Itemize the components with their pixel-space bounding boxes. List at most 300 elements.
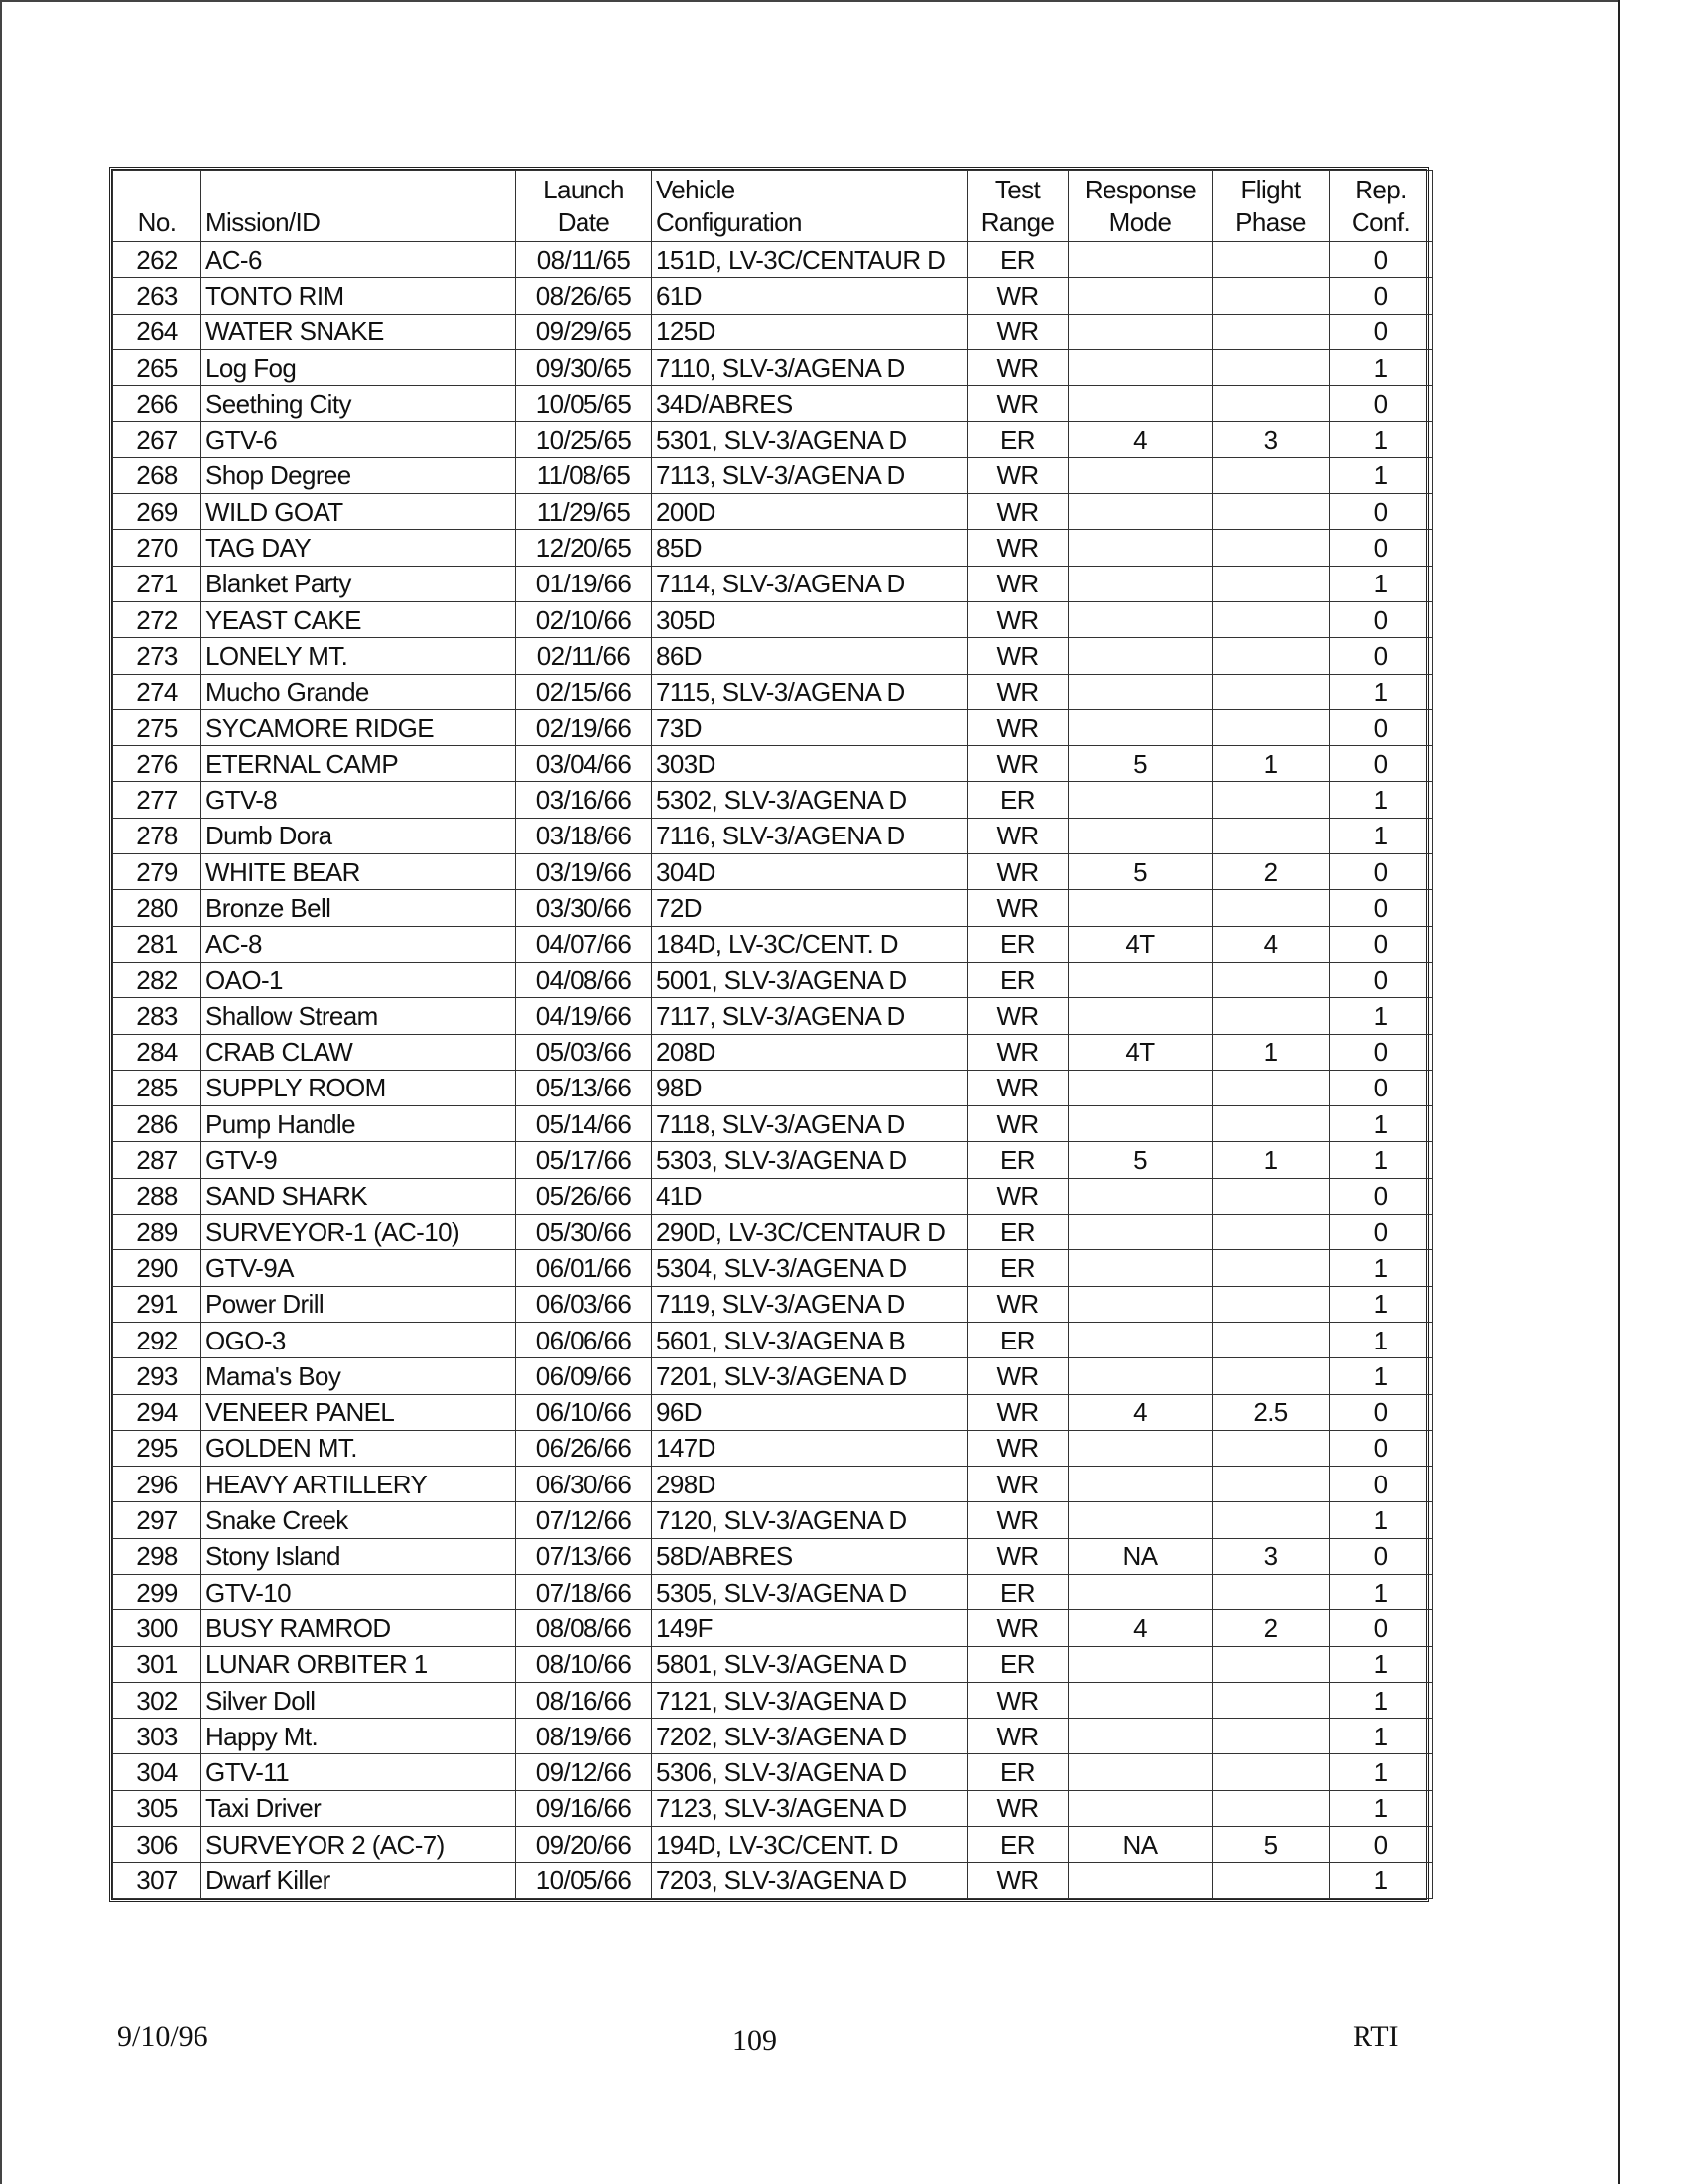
cell-rep-conf: 0 (1330, 638, 1433, 674)
cell-mission-id: Mama's Boy (201, 1358, 516, 1394)
cell-test-range: ER (968, 1827, 1069, 1863)
cell-no: 293 (113, 1358, 201, 1394)
header-no: No. (113, 171, 201, 242)
cell-mission-id: Shallow Stream (201, 998, 516, 1034)
cell-flight-phase: 5 (1213, 1827, 1330, 1863)
cell-rep-conf: 0 (1330, 962, 1433, 997)
cell-mission-id: Silver Doll (201, 1682, 516, 1718)
cell-launch-date: 10/25/65 (516, 422, 652, 457)
cell-test-range: ER (968, 1142, 1069, 1178)
cell-mission-id: Power Drill (201, 1286, 516, 1322)
cell-mission-id: GTV-11 (201, 1754, 516, 1790)
cell-launch-date: 01/19/66 (516, 566, 652, 601)
cell-response-mode: 4 (1069, 422, 1213, 457)
cell-flight-phase (1213, 782, 1330, 818)
cell-mission-id: SURVEYOR 2 (AC-7) (201, 1827, 516, 1863)
cell-test-range: WR (968, 566, 1069, 601)
cell-response-mode (1069, 1682, 1213, 1718)
cell-rep-conf: 1 (1330, 566, 1433, 601)
cell-vehicle-configuration: 5001, SLV-3/AGENA D (652, 962, 968, 997)
header-rep-conf: Rep. Conf. (1330, 171, 1433, 242)
cell-vehicle-configuration: 5801, SLV-3/AGENA D (652, 1646, 968, 1682)
cell-test-range: ER (968, 1215, 1069, 1250)
cell-launch-date: 07/18/66 (516, 1574, 652, 1609)
cell-mission-id: LUNAR ORBITER 1 (201, 1646, 516, 1682)
cell-response-mode (1069, 494, 1213, 530)
cell-response-mode (1069, 1430, 1213, 1466)
table-row (113, 1250, 1433, 1286)
cell-response-mode: 4T (1069, 926, 1213, 962)
cell-no: 286 (113, 1106, 201, 1142)
cell-rep-conf: 1 (1330, 1106, 1433, 1142)
cell-rep-conf: 0 (1330, 926, 1433, 962)
table-row (113, 1394, 1433, 1430)
cell-rep-conf: 1 (1330, 349, 1433, 385)
cell-no: 292 (113, 1322, 201, 1357)
cell-flight-phase (1213, 530, 1330, 566)
cell-mission-id: AC-6 (201, 242, 516, 278)
cell-rep-conf: 1 (1330, 674, 1433, 709)
cell-test-range: ER (968, 422, 1069, 457)
cell-no: 269 (113, 494, 201, 530)
cell-flight-phase (1213, 1178, 1330, 1214)
launch-table (112, 170, 1433, 1899)
cell-vehicle-configuration: 5306, SLV-3/AGENA D (652, 1754, 968, 1790)
cell-test-range: WR (968, 854, 1069, 890)
table-row (113, 998, 1433, 1034)
cell-no: 271 (113, 566, 201, 601)
cell-launch-date: 09/16/66 (516, 1790, 652, 1826)
cell-mission-id: WHITE BEAR (201, 854, 516, 890)
cell-test-range: WR (968, 1538, 1069, 1574)
cell-launch-date: 09/12/66 (516, 1754, 652, 1790)
cell-flight-phase: 1 (1213, 746, 1330, 782)
cell-mission-id: GTV-6 (201, 422, 516, 457)
cell-rep-conf: 1 (1330, 1682, 1433, 1718)
cell-vehicle-configuration: 7114, SLV-3/AGENA D (652, 566, 968, 601)
cell-no: 279 (113, 854, 201, 890)
table-row (113, 422, 1433, 457)
cell-mission-id: Shop Degree (201, 457, 516, 493)
cell-mission-id: LONELY MT. (201, 638, 516, 674)
cell-mission-id: ETERNAL CAMP (201, 746, 516, 782)
cell-mission-id: GTV-10 (201, 1574, 516, 1609)
table-row (113, 1790, 1433, 1826)
cell-no: 299 (113, 1574, 201, 1609)
cell-flight-phase (1213, 494, 1330, 530)
cell-rep-conf: 1 (1330, 1863, 1433, 1898)
cell-rep-conf: 1 (1330, 1754, 1433, 1790)
cell-response-mode: 5 (1069, 746, 1213, 782)
cell-launch-date: 11/29/65 (516, 494, 652, 530)
cell-mission-id: WATER SNAKE (201, 314, 516, 349)
cell-test-range: WR (968, 457, 1069, 493)
cell-no: 304 (113, 1754, 201, 1790)
cell-test-range: WR (968, 818, 1069, 853)
cell-flight-phase (1213, 818, 1330, 853)
cell-launch-date: 08/19/66 (516, 1719, 652, 1754)
cell-response-mode (1069, 782, 1213, 818)
cell-no: 296 (113, 1467, 201, 1502)
cell-test-range: ER (968, 1322, 1069, 1357)
cell-launch-date: 05/17/66 (516, 1142, 652, 1178)
cell-rep-conf: 0 (1330, 709, 1433, 745)
cell-vehicle-configuration: 7123, SLV-3/AGENA D (652, 1790, 968, 1826)
cell-response-mode (1069, 1106, 1213, 1142)
table-row (113, 746, 1433, 782)
cell-vehicle-configuration: 7201, SLV-3/AGENA D (652, 1358, 968, 1394)
cell-flight-phase (1213, 349, 1330, 385)
table-row (113, 1430, 1433, 1466)
cell-flight-phase (1213, 1719, 1330, 1754)
cell-launch-date: 08/11/65 (516, 242, 652, 278)
cell-response-mode (1069, 1358, 1213, 1394)
table-row (113, 782, 1433, 818)
cell-response-mode (1069, 242, 1213, 278)
cell-launch-date: 09/29/65 (516, 314, 652, 349)
cell-vehicle-configuration: 5304, SLV-3/AGENA D (652, 1250, 968, 1286)
cell-flight-phase: 1 (1213, 1034, 1330, 1070)
cell-flight-phase (1213, 1790, 1330, 1826)
cell-response-mode: NA (1069, 1538, 1213, 1574)
cell-launch-date: 05/13/66 (516, 1070, 652, 1105)
cell-rep-conf: 0 (1330, 1394, 1433, 1430)
cell-test-range: WR (968, 1467, 1069, 1502)
table-row (113, 1827, 1433, 1863)
cell-rep-conf: 0 (1330, 242, 1433, 278)
cell-rep-conf: 0 (1330, 278, 1433, 314)
cell-test-range: WR (968, 278, 1069, 314)
cell-mission-id: Stony Island (201, 1538, 516, 1574)
cell-rep-conf: 0 (1330, 1070, 1433, 1105)
table-row (113, 1070, 1433, 1105)
cell-flight-phase (1213, 1215, 1330, 1250)
cell-vehicle-configuration: 7113, SLV-3/AGENA D (652, 457, 968, 493)
cell-vehicle-configuration: 58D/ABRES (652, 1538, 968, 1574)
cell-vehicle-configuration: 305D (652, 601, 968, 637)
table-row (113, 709, 1433, 745)
cell-rep-conf: 0 (1330, 1827, 1433, 1863)
cell-response-mode (1069, 1754, 1213, 1790)
cell-vehicle-configuration: 7119, SLV-3/AGENA D (652, 1286, 968, 1322)
cell-no: 288 (113, 1178, 201, 1214)
cell-test-range: ER (968, 962, 1069, 997)
cell-test-range: WR (968, 349, 1069, 385)
header-response-mode: Response Mode (1069, 171, 1213, 242)
table-row (113, 566, 1433, 601)
cell-no: 266 (113, 386, 201, 422)
cell-launch-date: 03/30/66 (516, 890, 652, 926)
cell-test-range: WR (968, 1178, 1069, 1214)
cell-no: 284 (113, 1034, 201, 1070)
cell-test-range: ER (968, 1646, 1069, 1682)
cell-mission-id: CRAB CLAW (201, 1034, 516, 1070)
cell-flight-phase (1213, 1574, 1330, 1609)
cell-no: 298 (113, 1538, 201, 1574)
cell-response-mode (1069, 1502, 1213, 1538)
table-row (113, 1719, 1433, 1754)
cell-launch-date: 06/03/66 (516, 1286, 652, 1322)
cell-test-range: WR (968, 1610, 1069, 1646)
cell-no: 290 (113, 1250, 201, 1286)
cell-mission-id: Blanket Party (201, 566, 516, 601)
cell-no: 303 (113, 1719, 201, 1754)
cell-flight-phase (1213, 314, 1330, 349)
cell-no: 289 (113, 1215, 201, 1250)
cell-rep-conf: 0 (1330, 530, 1433, 566)
cell-rep-conf: 1 (1330, 782, 1433, 818)
cell-mission-id: GTV-9 (201, 1142, 516, 1178)
cell-no: 301 (113, 1646, 201, 1682)
cell-rep-conf: 1 (1330, 1502, 1433, 1538)
page-edge-left (0, 0, 2, 2184)
cell-rep-conf: 1 (1330, 1574, 1433, 1609)
cell-flight-phase (1213, 1646, 1330, 1682)
cell-vehicle-configuration: 5305, SLV-3/AGENA D (652, 1574, 968, 1609)
cell-rep-conf: 0 (1330, 314, 1433, 349)
cell-no: 287 (113, 1142, 201, 1178)
cell-mission-id: YEAST CAKE (201, 601, 516, 637)
cell-response-mode (1069, 601, 1213, 637)
cell-no: 295 (113, 1430, 201, 1466)
cell-rep-conf: 0 (1330, 1467, 1433, 1502)
cell-response-mode (1069, 457, 1213, 493)
cell-flight-phase (1213, 1502, 1330, 1538)
cell-vehicle-configuration: 303D (652, 746, 968, 782)
cell-vehicle-configuration: 73D (652, 709, 968, 745)
cell-mission-id: SAND SHARK (201, 1178, 516, 1214)
cell-mission-id: Seething City (201, 386, 516, 422)
cell-launch-date: 08/10/66 (516, 1646, 652, 1682)
cell-vehicle-configuration: 86D (652, 638, 968, 674)
cell-mission-id: SYCAMORE RIDGE (201, 709, 516, 745)
cell-response-mode (1069, 386, 1213, 422)
cell-rep-conf: 0 (1330, 1538, 1433, 1574)
cell-launch-date: 11/08/65 (516, 457, 652, 493)
cell-test-range: WR (968, 314, 1069, 349)
cell-response-mode (1069, 709, 1213, 745)
cell-test-range: WR (968, 709, 1069, 745)
table-row (113, 1538, 1433, 1574)
cell-rep-conf: 1 (1330, 818, 1433, 853)
cell-no: 285 (113, 1070, 201, 1105)
cell-no: 281 (113, 926, 201, 962)
cell-rep-conf: 0 (1330, 1430, 1433, 1466)
cell-no: 272 (113, 601, 201, 637)
cell-launch-date: 02/15/66 (516, 674, 652, 709)
cell-response-mode (1069, 818, 1213, 853)
cell-vehicle-configuration: 151D, LV-3C/CENTAUR D (652, 242, 968, 278)
cell-no: 262 (113, 242, 201, 278)
cell-no: 275 (113, 709, 201, 745)
cell-mission-id: Happy Mt. (201, 1719, 516, 1754)
cell-mission-id: GTV-8 (201, 782, 516, 818)
cell-flight-phase (1213, 1322, 1330, 1357)
cell-vehicle-configuration: 7115, SLV-3/AGENA D (652, 674, 968, 709)
cell-rep-conf: 1 (1330, 457, 1433, 493)
table-row (113, 1754, 1433, 1790)
cell-mission-id: Mucho Grande (201, 674, 516, 709)
cell-mission-id: OAO-1 (201, 962, 516, 997)
table-row (113, 1646, 1433, 1682)
cell-mission-id: VENEER PANEL (201, 1394, 516, 1430)
cell-vehicle-configuration: 72D (652, 890, 968, 926)
cell-flight-phase: 2 (1213, 1610, 1330, 1646)
cell-rep-conf: 1 (1330, 1142, 1433, 1178)
cell-flight-phase: 1 (1213, 1142, 1330, 1178)
table-row (113, 1574, 1433, 1609)
cell-launch-date: 06/10/66 (516, 1394, 652, 1430)
cell-response-mode: NA (1069, 1827, 1213, 1863)
cell-rep-conf: 1 (1330, 1250, 1433, 1286)
table-row (113, 386, 1433, 422)
page-edge-right (1618, 0, 1620, 2184)
cell-rep-conf: 1 (1330, 1322, 1433, 1357)
cell-response-mode (1069, 1215, 1213, 1250)
cell-launch-date: 04/19/66 (516, 998, 652, 1034)
cell-no: 300 (113, 1610, 201, 1646)
cell-mission-id: Taxi Driver (201, 1790, 516, 1826)
cell-launch-date: 06/09/66 (516, 1358, 652, 1394)
cell-launch-date: 03/04/66 (516, 746, 652, 782)
cell-response-mode (1069, 1790, 1213, 1826)
cell-mission-id: WILD GOAT (201, 494, 516, 530)
cell-mission-id: GTV-9A (201, 1250, 516, 1286)
cell-vehicle-configuration: 34D/ABRES (652, 386, 968, 422)
cell-flight-phase (1213, 1863, 1330, 1898)
cell-test-range: WR (968, 1394, 1069, 1430)
cell-response-mode (1069, 890, 1213, 926)
cell-no: 278 (113, 818, 201, 853)
cell-rep-conf: 0 (1330, 1034, 1433, 1070)
cell-launch-date: 02/10/66 (516, 601, 652, 637)
cell-rep-conf: 0 (1330, 1215, 1433, 1250)
cell-rep-conf: 1 (1330, 1790, 1433, 1826)
cell-no: 307 (113, 1863, 201, 1898)
cell-flight-phase (1213, 1430, 1330, 1466)
cell-launch-date: 05/03/66 (516, 1034, 652, 1070)
cell-test-range: WR (968, 638, 1069, 674)
cell-flight-phase (1213, 998, 1330, 1034)
page-edge-top (0, 0, 1620, 2)
cell-test-range: WR (968, 746, 1069, 782)
cell-vehicle-configuration: 7110, SLV-3/AGENA D (652, 349, 968, 385)
cell-response-mode (1069, 1646, 1213, 1682)
cell-mission-id: OGO-3 (201, 1322, 516, 1357)
cell-test-range: WR (968, 674, 1069, 709)
cell-vehicle-configuration: 7118, SLV-3/AGENA D (652, 1106, 968, 1142)
cell-launch-date: 04/07/66 (516, 926, 652, 962)
cell-flight-phase (1213, 1754, 1330, 1790)
cell-vehicle-configuration: 5301, SLV-3/AGENA D (652, 422, 968, 457)
table-row (113, 1863, 1433, 1898)
cell-launch-date: 03/18/66 (516, 818, 652, 853)
cell-vehicle-configuration: 7203, SLV-3/AGENA D (652, 1863, 968, 1898)
cell-launch-date: 12/20/65 (516, 530, 652, 566)
cell-vehicle-configuration: 5601, SLV-3/AGENA B (652, 1322, 968, 1357)
cell-no: 305 (113, 1790, 201, 1826)
table-row (113, 601, 1433, 637)
cell-mission-id: Log Fog (201, 349, 516, 385)
cell-vehicle-configuration: 149F (652, 1610, 968, 1646)
table-row (113, 1142, 1433, 1178)
cell-flight-phase (1213, 242, 1330, 278)
cell-launch-date: 10/05/65 (516, 386, 652, 422)
cell-launch-date: 08/26/65 (516, 278, 652, 314)
cell-response-mode: 5 (1069, 1142, 1213, 1178)
cell-no: 302 (113, 1682, 201, 1718)
cell-mission-id: TONTO RIM (201, 278, 516, 314)
cell-mission-id: SUPPLY ROOM (201, 1070, 516, 1105)
cell-flight-phase (1213, 278, 1330, 314)
cell-vehicle-configuration: 98D (652, 1070, 968, 1105)
table-row (113, 1467, 1433, 1502)
launch-table-frame (109, 167, 1429, 1902)
cell-launch-date: 02/11/66 (516, 638, 652, 674)
cell-test-range: WR (968, 1430, 1069, 1466)
cell-launch-date: 08/08/66 (516, 1610, 652, 1646)
cell-vehicle-configuration: 96D (652, 1394, 968, 1430)
cell-mission-id: TAG DAY (201, 530, 516, 566)
cell-vehicle-configuration: 7202, SLV-3/AGENA D (652, 1719, 968, 1754)
cell-launch-date: 06/26/66 (516, 1430, 652, 1466)
cell-rep-conf: 0 (1330, 1178, 1433, 1214)
cell-test-range: WR (968, 601, 1069, 637)
cell-response-mode (1069, 566, 1213, 601)
cell-flight-phase (1213, 1286, 1330, 1322)
cell-mission-id: Dwarf Killer (201, 1863, 516, 1898)
cell-response-mode: 4 (1069, 1394, 1213, 1430)
table-row (113, 1682, 1433, 1718)
table-row (113, 1358, 1433, 1394)
cell-no: 276 (113, 746, 201, 782)
cell-test-range: WR (968, 1790, 1069, 1826)
cell-flight-phase (1213, 962, 1330, 997)
cell-vehicle-configuration: 298D (652, 1467, 968, 1502)
cell-flight-phase (1213, 386, 1330, 422)
cell-test-range: WR (968, 1502, 1069, 1538)
cell-launch-date: 09/20/66 (516, 1827, 652, 1863)
cell-response-mode (1069, 638, 1213, 674)
table-row (113, 962, 1433, 997)
cell-mission-id: SURVEYOR-1 (AC-10) (201, 1215, 516, 1250)
cell-flight-phase: 4 (1213, 926, 1330, 962)
table-row (113, 926, 1433, 962)
cell-rep-conf: 1 (1330, 1358, 1433, 1394)
table-row (113, 1502, 1433, 1538)
cell-rep-conf: 0 (1330, 494, 1433, 530)
cell-response-mode: 4 (1069, 1610, 1213, 1646)
header-test-range: Test Range (968, 171, 1069, 242)
header-vehicle-configuration: Vehicle Configuration (652, 171, 968, 242)
table-row (113, 1215, 1433, 1250)
table-row (113, 674, 1433, 709)
cell-vehicle-configuration: 7116, SLV-3/AGENA D (652, 818, 968, 853)
cell-mission-id: Pump Handle (201, 1106, 516, 1142)
cell-test-range: WR (968, 386, 1069, 422)
cell-mission-id: AC-8 (201, 926, 516, 962)
cell-response-mode (1069, 1467, 1213, 1502)
cell-rep-conf: 0 (1330, 601, 1433, 637)
cell-flight-phase (1213, 1682, 1330, 1718)
cell-mission-id: Snake Creek (201, 1502, 516, 1538)
cell-flight-phase (1213, 1106, 1330, 1142)
cell-vehicle-configuration: 147D (652, 1430, 968, 1466)
table-row (113, 530, 1433, 566)
cell-rep-conf: 1 (1330, 998, 1433, 1034)
cell-response-mode (1069, 998, 1213, 1034)
cell-vehicle-configuration: 7121, SLV-3/AGENA D (652, 1682, 968, 1718)
